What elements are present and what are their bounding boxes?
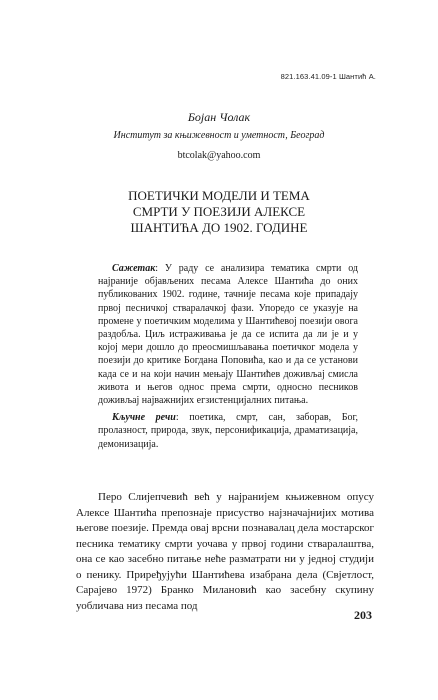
keywords-text: : поетика, смрт, сан, заборав, Бог, пролазност, природа, звук, персонификација, драматизација, демонизација. (98, 412, 359, 450)
author-email: btcolak@yahoo.com (177, 150, 261, 161)
author-name: Бојан Чолак (187, 110, 251, 124)
udc-code: 821.163.41.09-1 Шантић А. (280, 72, 376, 81)
abstract-block (98, 262, 358, 451)
author-affiliation: Институт за књижевност и уметност, Београд (113, 130, 325, 141)
title-line: ШАНТИЋА ДО 1902. ГОДИНЕ (130, 220, 308, 235)
title-line: ПОЕТИЧКИ МОДЕЛИ И ТЕМА (128, 188, 310, 203)
title-line: СМРТИ У ПОЕЗИЈИ АЛЕКСЕ (132, 204, 306, 219)
body-paragraph: Перо Слијепчевић већ у најранијем књижевном опусу Алексе Шантића препознаје присуство најзначајнијих мотива његове поезије. Премда овај врсни познавалац дела мостарског песника тематику смрти уочава у првој години стваралаштва, она се као засебно питање неће разматрати ни у једној студији о пенику. Приређујући Шантићева изабрана дела (Свјетлост, Сарајево 1972) Бранко Милановић као засебну скупину уобличава низ песама под (76, 491, 374, 612)
keywords-paragraph (98, 411, 358, 451)
keywords-label: Кључне речи (112, 412, 176, 424)
abstract-paragraph (98, 262, 358, 407)
abstract-label: Сажетак (112, 263, 156, 274)
article-title (0, 188, 438, 236)
abstract-text: : У раду се анализира тематика смрти од најраније објављених песама Алексе Шантића до оних публикованих 1902. године, тачније песама које припадају првој песничкој стваралачкој фази. Упоредо се указује на промене у поетичким моделима у Шантићевој поезији овога раздобља. Циљ истраживања је да се испита да ли је и у којој мери дошло до преосмишљавања поетичког модела у поезији до критике Богдана Поповића, као и да се установи када се и на који начин мењају Шантићев доживљај смисла живота и његов однос према смрти, односно песников доживљај најважнијих егзистенцијалних питања. (98, 263, 358, 407)
page-number: 203 (354, 608, 372, 622)
